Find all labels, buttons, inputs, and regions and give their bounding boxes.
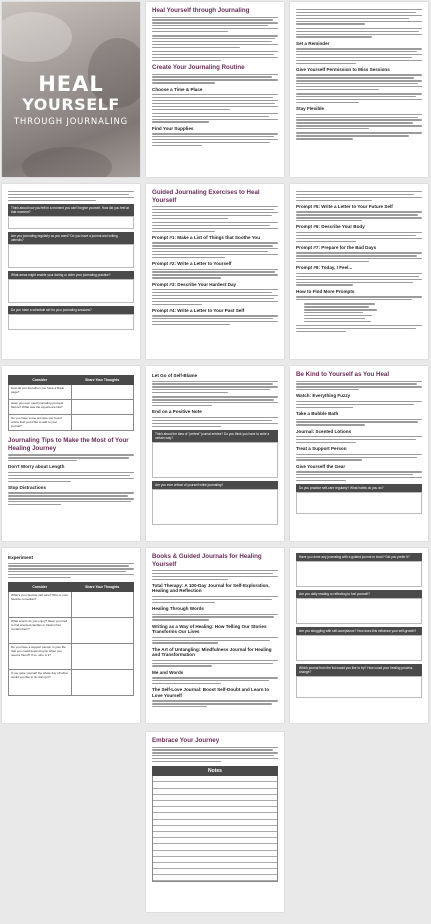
subheading: Choose a Time & Place (152, 86, 203, 92)
subheading: Prompt #6: Describe Your Body (296, 224, 365, 230)
subheading: Treat a Support Person (296, 446, 347, 452)
table-row (9, 592, 134, 618)
body-text (296, 325, 422, 332)
table-question: Do you have a support person in your life that you could depend upon when you need a friend? If so, who is it? (9, 644, 72, 670)
body-text (152, 660, 278, 667)
prompt-box: Have you done any journaling with a guided journal or book? Did you prefer it? (296, 553, 422, 561)
book-title: Healing Through Words (152, 606, 204, 612)
page-title: Guided Journaling Exercises to Heal Yourself (152, 189, 260, 204)
body-text (152, 417, 278, 427)
table-question: What scents do you enjoy? Have you tried to find scented candles or lotions that contain them? (9, 618, 72, 644)
prompt-box: What areas might enable your daring or older your journaling practice? (8, 271, 134, 279)
subheading: Prompt #1: Make a List of Things that Soothe You (152, 234, 261, 240)
body-text (152, 396, 278, 406)
section-heading: Create Your Journaling Routine (152, 64, 245, 72)
table-row (9, 670, 134, 696)
book-title: The Self-Love Journal: Boost Self-Doubt and Learn to Love Yourself (152, 687, 270, 698)
body-text (152, 747, 278, 763)
body-text (296, 9, 422, 25)
section-heading: Journaling Tips to Make the Most of Your Healing Journey (8, 437, 129, 452)
body-text (8, 492, 134, 505)
subheading: Prompt #7: Prepare for the Bad Days (296, 244, 377, 250)
page-reflection-1 (2, 184, 140, 359)
subheading: Take a Bubble Bath (296, 411, 339, 417)
cover-title-line2: YOURSELF (22, 95, 120, 114)
prompt-box: Are you struggling with self-acceptance? How does this influence your self-growth? (296, 627, 422, 635)
page-guided-exercises (146, 184, 284, 359)
answer-area[interactable] (8, 216, 134, 229)
page-reflection-3 (2, 548, 140, 723)
table-header-thoughts: Share Your Thoughts (71, 583, 134, 592)
subheading: Stop Distractions (8, 484, 47, 490)
body-text (296, 93, 422, 103)
answer-area[interactable] (296, 676, 422, 698)
subheading: Set a Reminder (296, 40, 330, 46)
page-embrace (146, 732, 284, 912)
prompt-box: Do you practice self-care regularly? What habits do you do? (296, 484, 422, 492)
answer-area[interactable] (296, 561, 422, 587)
answer-area[interactable] (8, 244, 134, 268)
body-text (8, 454, 134, 461)
table-answer-cell[interactable] (71, 385, 134, 400)
table-header-consider: Consider (9, 583, 72, 592)
body-text (8, 191, 134, 201)
table-row (9, 415, 134, 431)
body-text (296, 74, 422, 90)
answer-area[interactable] (8, 314, 134, 330)
body-text (152, 570, 278, 580)
body-text (296, 48, 422, 64)
prompt-box: Think about the idea of "perfect" journal entries? Do you think you have to write a certain way? (152, 430, 278, 442)
notes-lines[interactable] (152, 776, 278, 882)
table-question: Have you ever used journaling prompts before? What was the experience like? (9, 400, 72, 415)
body-text (296, 381, 422, 391)
body-text (8, 563, 134, 579)
cover-title-line3: THROUGH JOURNALING (13, 117, 129, 127)
body-text (152, 700, 278, 707)
body-text (152, 222, 278, 232)
notes-header: Notes (152, 766, 278, 776)
cover-title (2, 74, 140, 127)
body-text (152, 113, 278, 123)
book-title: The Art of Untangling: Mindfulness Journal for Healing and Transformation (152, 646, 272, 658)
body-text (152, 614, 278, 621)
subheading: End on a Positive Note (152, 409, 202, 415)
body-text (152, 596, 278, 603)
answer-area[interactable] (296, 598, 422, 624)
book-title: Writing as a Way of Healing: How Telling Our Stories Transforms Our Lives (152, 623, 267, 635)
cover-title-line1: HEAL (38, 72, 104, 96)
table-question: Do you have some prompts you found online that you'd like to add to your journal? (9, 415, 72, 431)
prompt-box: Do you have a schedule set for your journaling sessions? (8, 306, 134, 314)
page-books (146, 548, 284, 723)
subheading: Prompt #2: Write a Letter to Yourself (152, 261, 232, 267)
subheading: How to Find More Prompts (296, 288, 355, 294)
body-text (152, 677, 278, 684)
page-tips-cont (146, 366, 284, 541)
subheading: Give Yourself Permission to Miss Sessions (296, 66, 390, 72)
reflection-table (8, 582, 134, 696)
body-text (296, 252, 422, 262)
table-question: How do you feel when you have a blank page? (9, 385, 72, 400)
answer-area[interactable] (152, 442, 278, 478)
page-guided-cont (290, 184, 428, 359)
table-answer-cell[interactable] (71, 670, 134, 696)
page-title: Heal Yourself through Journaling (152, 7, 250, 14)
body-text (296, 273, 422, 286)
table-answer-cell[interactable] (71, 644, 134, 670)
cover-texture (22, 147, 112, 177)
answer-area[interactable] (152, 489, 278, 525)
page-title: Books & Guided Journals for Healing Yourself (152, 553, 262, 568)
body-text (152, 242, 278, 258)
subheading: Experiment (8, 555, 34, 560)
body-text (152, 17, 278, 33)
body-text (296, 28, 422, 38)
answer-area[interactable] (8, 279, 134, 303)
body-text (152, 637, 278, 644)
subheading: Find Your Supplies (152, 125, 194, 131)
table-header-thoughts: Share Your Thoughts (71, 376, 134, 385)
table-question: What's your favorite self-care? Who is your favorite comedian? (9, 592, 72, 618)
table-answer-cell[interactable] (71, 400, 134, 415)
table-row (9, 644, 134, 670)
body-text (152, 35, 278, 48)
bullet-list (296, 303, 422, 322)
body-text (152, 51, 278, 61)
answer-area[interactable] (296, 635, 422, 661)
table-row (9, 400, 134, 415)
body-text (152, 206, 278, 219)
subheading: Stay Flexible (296, 106, 325, 112)
prompt-box: Are you ever critical of yourself while journaling? (152, 481, 278, 489)
page-title: Be Kind to Yourself as You Heal (296, 371, 390, 378)
prompt-box: Are you daily reading or reflecting to fuel yourself? (296, 590, 422, 598)
subheading: Don't Worry about Length (8, 464, 65, 470)
body-text (152, 289, 278, 305)
body-text (296, 211, 422, 221)
prompt-box: Think about how you felt in a moment you can't forgive yourself. How did you feel at that moment? (8, 204, 134, 216)
subheading: Give Yourself the Gear (296, 463, 346, 469)
prompt-box: Which journal from the list would you like to try? How could your healing process change? (296, 664, 422, 676)
body-text (8, 472, 134, 482)
body-text (296, 454, 422, 461)
subheading: Prompt #5: Write a Letter to Your Future Self (296, 203, 393, 209)
cover-page (2, 2, 140, 177)
body-text (152, 381, 278, 394)
subheading: Watch: Everything Fuzzy (296, 393, 351, 399)
table-question: If you gave yourself the whole day off what would you like to do during it? (9, 670, 72, 696)
table-answer-cell[interactable] (71, 592, 134, 618)
body-text (296, 296, 422, 300)
page-be-kind (290, 366, 428, 541)
body-text (152, 269, 278, 279)
table-row (9, 385, 134, 400)
table-answer-cell[interactable] (71, 618, 134, 644)
body-text (296, 191, 422, 201)
prompt-box: Are you journaling regularly as you want? Do you have a journal and writing utensils? (8, 232, 134, 244)
subheading: Prompt #3: Describe Your Hardest Day (152, 281, 237, 287)
body-text (296, 419, 422, 426)
body-text (296, 132, 422, 139)
table-row (9, 618, 134, 644)
body-text (152, 315, 278, 325)
page-intro (146, 2, 284, 177)
table-answer-cell[interactable] (71, 415, 134, 431)
body-text (296, 401, 422, 408)
reflection-table (8, 375, 134, 431)
book-title: Total Therapy: A 100-Day Journal for Self-Exploration, Healing and Reflection (152, 582, 270, 594)
body-text (296, 232, 422, 242)
page-routine-cont (290, 2, 428, 177)
table-header-consider: Consider (9, 376, 72, 385)
body-text (296, 114, 422, 130)
cover-texture (2, 12, 72, 62)
page-reflection-4 (290, 548, 428, 723)
subheading: Prompt #4: Write a Letter to Your Past Self (152, 307, 245, 313)
body-text (152, 133, 278, 146)
subheading: Journal: Scented Lotions (296, 428, 352, 434)
page-title: Embrace Your Journey (152, 737, 220, 744)
body-text (296, 471, 422, 481)
body-text (152, 94, 278, 110)
subheading: Prompt #8: Today, I Feel... (296, 265, 353, 271)
body-text (152, 74, 278, 84)
answer-area[interactable] (296, 492, 422, 514)
body-text (296, 436, 422, 443)
book-title: Me and Words (152, 669, 184, 675)
subheading: Let Go of Self-Blame (152, 373, 198, 378)
page-reflection-2 (2, 366, 140, 541)
